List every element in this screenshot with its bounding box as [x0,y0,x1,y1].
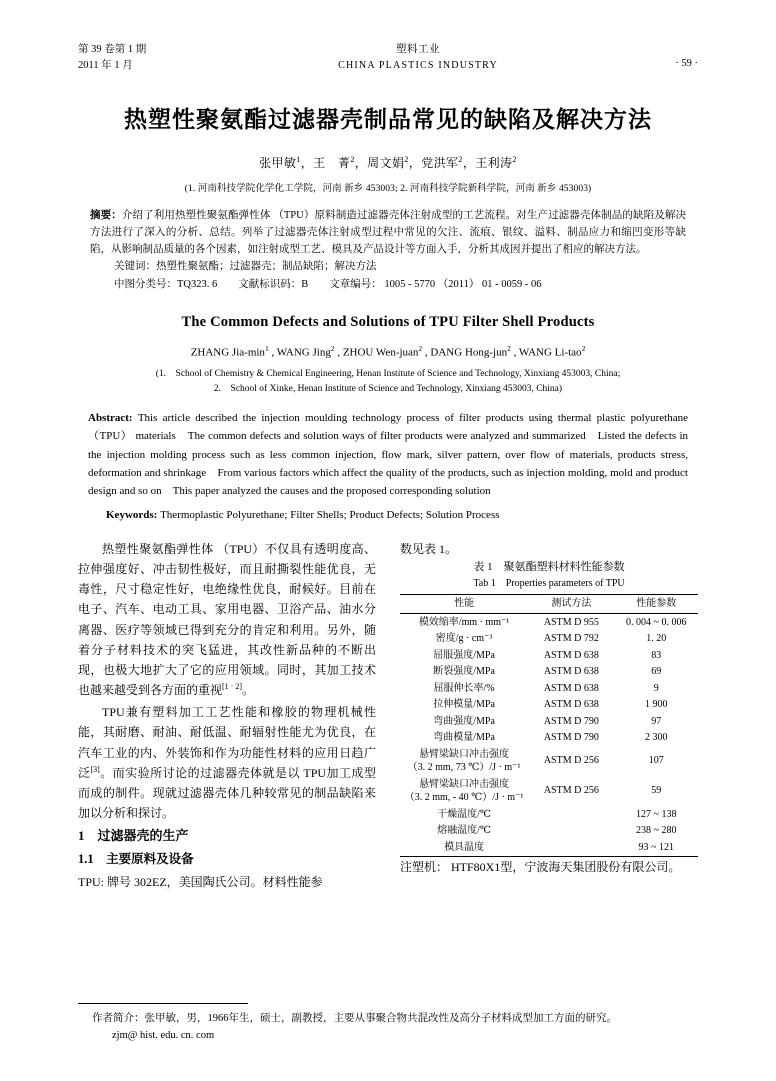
cell-value: 2 300 [645,732,668,744]
author-bio: 作者简介：张甲敏，男，1966年生，硕士，副教授，主要从事聚合物共混改性及高分子材料成型加工方面的研究。 [92,1013,617,1025]
table-row [400,697,698,714]
table-row [400,614,698,631]
cell-method [528,839,614,856]
column-header-property: 性能 [400,594,528,614]
cell-property: 弯曲强度/MPa [433,715,495,727]
paragraph-equipment: 注塑机： HTF80X1型，宁波海天集团股份有限公司。 [400,859,681,874]
cell-value: 59 [651,785,662,797]
table-caption [400,559,698,591]
cell-method: ASTM D 955 [543,616,599,628]
cell-property: 屈服强度/MPa [433,649,495,661]
journal-name-en: CHINA PLASTICS INDUSTRY [338,60,498,72]
table-row [400,713,698,730]
keywords-cn: 关键词：热塑性聚氨酯；过滤器壳；制品缺陷；解决方法 [114,260,377,272]
section-heading-1-1: 1.1 主要原料及设备 [78,852,194,867]
paragraph-intro-1: 热塑性聚氨酯弹性体 （TPU）不仅具有透明度高、拉伸强度好、冲击韧性极好，而且耐撕裂性能优良，无毒性，尺寸稳定性好，电绝缘性优良，耐候好。目前在电子、汽车、电动工具、家用电器、卫浴产品、油水分离器、医疗等领域已得到充分的肯定和利用。另外，随着分子材料技术的突飞猛进，其改性新品种的不断出现，也极大地扩大了它的应用领域。同时，其加工技术也越来越受到各方面的重视[1 · 2]。 [78,542,376,698]
cell-value: 1. 20 [646,633,667,645]
table-row [400,823,698,840]
column-left [78,539,376,892]
cell-value: 93 ~ 121 [615,839,698,856]
volume-line-2: 2011 年 1 月 [78,60,133,72]
section-heading-1: 1 过滤器壳的生产 [78,828,189,844]
author-email: zjm@ hist. edu. cn. com [112,1030,215,1042]
table-row [400,631,698,648]
cell-method: ASTM D 638 [543,682,599,694]
cell-property: 熔融温度/℃ [437,825,492,837]
body-columns [78,539,698,892]
abstract-cn-label: 摘要： [90,209,122,221]
cell-value: 238 ~ 280 [636,825,677,837]
cell-method [528,823,614,840]
affiliation-en [78,367,698,397]
table-row [400,647,698,664]
table-header-row [400,594,698,614]
cell-property: 拉伸模量/MPa [433,699,495,711]
abstract-cn [78,207,698,258]
cell-property: 弯曲模量/MPa [433,732,495,744]
cell-property: 模具温度 [400,839,528,856]
cell-property: 干燥温度/℃ [437,808,492,820]
paragraph-table-ref: 数见表 1。 [400,542,458,557]
footnote [78,1003,698,1045]
column-header-method: 测试方法 [528,594,614,614]
keywords-en-label: Keywords: [106,509,158,522]
footnote-rule [78,1003,248,1004]
abstract-en-text: This article described the injection moulding technology process of filter products using thermal plastic polyurethane （TPU） materials The common defects and solution ways of filter products were analyzed and summarized Listed the defects in the injection molding process such as less common injection, flow mark, silver pattern, over flow of materials, products stress, deformation and shrinkage From various factors which affect the quality of the products, such as injection molding, mold and product design and so on This paper analyzed the causes and the proposed corresponding solution [88,412,688,497]
cell-value: 127 ~ 138 [636,808,677,820]
keywords-en-text: Thermoplastic Polyurethane; Filter Shells; Product Defects; Solution Process [160,509,500,522]
cell-property: 悬臂梁缺口冲击强度 （3. 2 mm, 73 ℃）/J · m⁻¹ [407,748,521,774]
cell-value: 83 [651,649,662,661]
cell-method: ASTM D 638 [543,699,599,711]
abstract-en-label: Abstract: [88,412,133,425]
clc-line: 中图分类号：TQ323. 6 文献标识码：B 文章编号： 1005 - 5770 （2011） 01 - 0059 - 06 [114,278,542,290]
cell-method [528,806,614,823]
properties-table [400,594,698,857]
cell-method: ASTM D 790 [543,715,599,727]
cell-method: ASTM D 638 [543,649,599,661]
cell-property: 悬臂梁缺口冲击强度 （3. 2 mm, - 40 ℃）/J · m⁻¹ [404,778,524,804]
cell-value: 69 [651,666,662,678]
affiliation-en-2: 2. School of Xinke, Henan Institute of Science and Technology, Xinxiang 453003, China) [213,384,563,395]
cell-value: 0. 004 ~ 0. 006 [626,616,687,628]
page-title: 热塑性聚氨酯过滤器壳制品常见的缺陷及解决方法 [124,106,652,132]
table-row [400,776,698,806]
cell-method: ASTM D 638 [543,666,599,678]
cell-value: 107 [648,755,664,767]
cell-value: 9 [653,682,659,694]
cell-property: 密度/g · cm⁻³ [435,633,493,645]
cell-method: ASTM D 256 [543,785,599,797]
page-content [78,42,698,892]
table-caption-cn: 表 1 聚氨酯塑料材料性能参数 [473,561,625,574]
cell-property: 断裂强度/MPa [433,666,495,678]
affiliation-en-1: (1. School of Chemistry & Chemical Engineering, Henan Institute of Science and Technology, Xinxiang 453003, China; [155,368,621,379]
paragraph-materials: TPU: 牌号 302EZ，美国陶氏公司。材料性能参 [78,875,323,890]
paragraph-intro-2: TPU兼有塑料加工工艺性能和橡胶的物理机械性能，其耐磨、耐油、耐低温、耐辐射性能尤为优良，在汽车工业的内、外装饰和作为功能性材料的应用日趋广泛[3]。而实验所讨论的过滤器壳体就是以 TPU加工成型而成的制件。现就过滤器壳体几种较常见的制品缺陷来加以分析和探讨。 [78,705,376,821]
table-body [400,614,698,857]
volume-line-1: 第 39 卷第 1 期 [78,44,147,55]
table-row [400,806,698,823]
volume-info [78,42,258,75]
abstract-en [78,409,698,500]
cell-value: 97 [651,715,662,727]
cell-method: ASTM D 256 [543,755,599,767]
cell-property: 模效缩率/mm · mm⁻¹ [418,616,510,628]
cell-property: 屈服伸长率/% [433,682,495,694]
authors-cn: 张甲敏$^1$，王 菁$^2$，周文娟$^2$，党洪军$^2$，王利涛$^2$ [259,154,517,170]
journal-name [258,42,578,74]
column-header-value: 性能参数 [615,594,698,614]
table-row [400,746,698,776]
title-en: The Common Defects and Solutions of TPU Filter Shell Products [181,314,595,331]
authors-en: ZHANG Jia-$\min^1$ , WANG Jing$^2$ , ZHOU Wen-juan$^2$ , DANG Hong-jun$^2$ , WANG Li-tao$^2$ [190,344,586,359]
keywords-en [78,509,698,521]
affiliation-cn: (1. 河南科技学院化学化工学院，河南 新乡 453003; 2. 河南科技学院新科学院，河南 新乡 453003) [184,183,592,194]
table-row [400,839,698,856]
abstract-cn-text: 介绍了利用热塑性聚氨酯弹性体 （TPU）原料制造过滤器壳体注射成型的工艺流程。对生产过滤器壳体制品的缺陷及解决方法进行了深入的分析、总结。列举了过滤器壳体注射成型过程中常见的欠注、流痕、银纹、溢料、制品应力和缩凹变形等缺陷，从影响制品质量的各个因素，如注射成型工艺、模具及产品设计等方面入手，分析其成因并提出了相应的解决方法。 [90,209,686,255]
table-row [400,664,698,681]
cell-method: ASTM D 790 [543,732,599,744]
page-header [78,42,698,75]
table-row [400,680,698,697]
table-caption-en: Tab 1 Properties parameters of TPU [473,577,625,589]
cell-method: ASTM D 792 [543,633,599,645]
journal-name-cn: 塑料工业 [396,44,440,55]
column-right [400,539,698,892]
cell-value: 1 900 [645,699,668,711]
table-row [400,730,698,747]
page-number: · 59 · [675,58,698,69]
